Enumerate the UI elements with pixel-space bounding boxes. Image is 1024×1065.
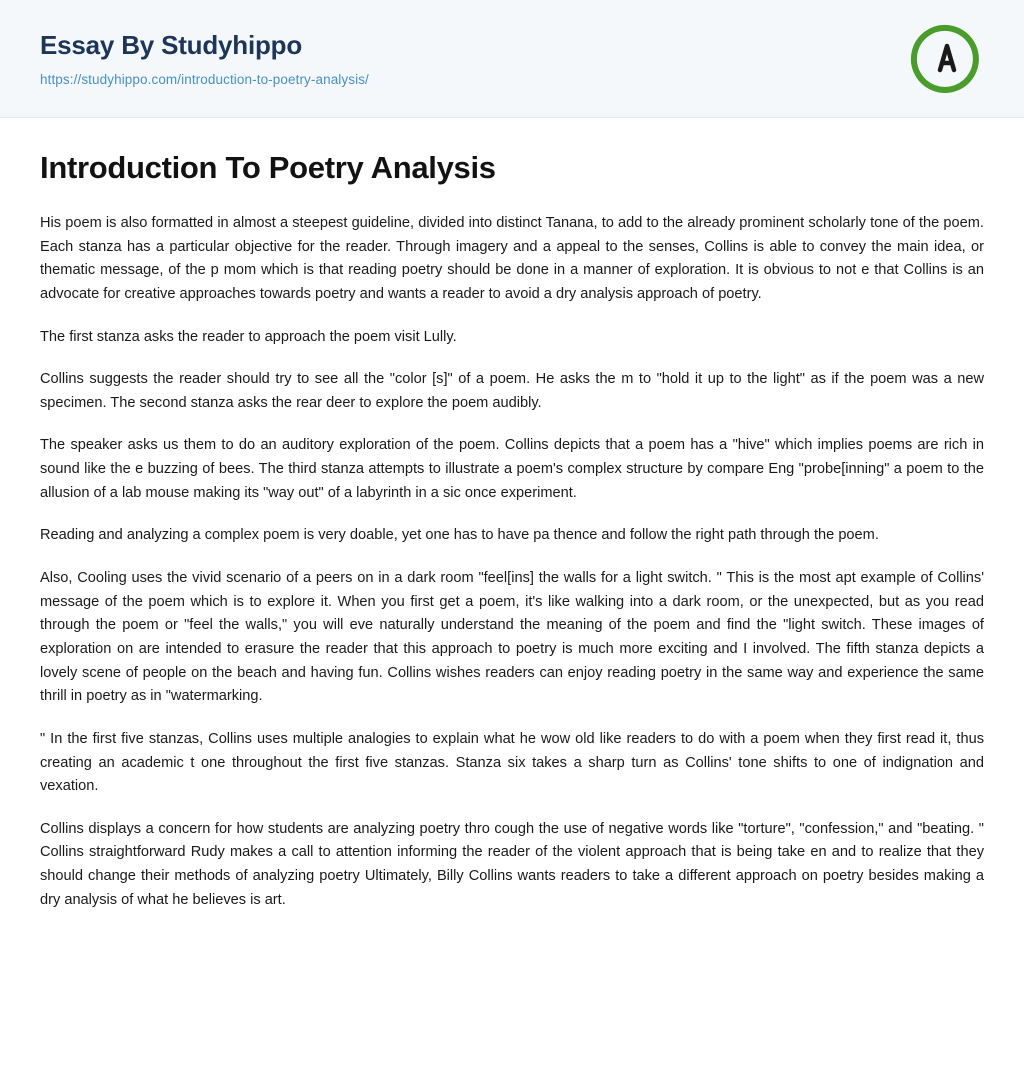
body-paragraph: The first stanza asks the reader to approach the poem visit Lully. — [40, 328, 457, 345]
header-brand-block — [40, 30, 369, 87]
body-paragraph: Also, Cooling uses the vivid scenario of a peers on in a dark room "feel[ins] the walls for a light switch. " This is the most apt example of Collins' message of the poem which is to explore it. When you first get a poem, it's like walking into a dark room, or the unexpected, but as you read through the poem or "feel the walls," you will eve naturally understand the meaning of the poem and find the "light switch. These images of exploration on are intended to erasure the reader that this approach to poetry is much more exciting and I involved. The fifth stanza depicts a lovely scene of people on the beach and having fun. Collins wishes readers can enjoy reading poetry in the same way and experience the same thrill in poetry as in "watermarking. — [40, 570, 984, 705]
body-paragraph: " In the first five stanzas, Collins uses multiple analogies to explain what he wow old like readers to do with a poem when they first read it, thus creating an academic t one throughout the first five stanzas. Stanza six takes a sharp turn as Collins' tone shifts to one of indignation and vexation. — [40, 730, 984, 795]
site-header — [0, 0, 1024, 118]
page-title: Introduction To Poetry Analysis — [40, 150, 496, 185]
body-paragraph: Collins displays a concern for how students are analyzing poetry thro cough the use of negative words like "torture", "confession," and "beating. " Collins straightforward Rudy makes a call to attention informing the reader of the violent approach that is being take en and to realize that they should change their methods of analyzing poetry Ultimately, Billy Collins wants readers to take a different approach on poetry besides making a dry analysis of what he believes is art. — [40, 820, 984, 908]
body-paragraph: Collins suggests the reader should try to see all the "color [s]" of a poem. He asks the m to "hold it up to the light" as if the poem was a new specimen. The second stanza asks the rear deer to explore the poem audibly. — [40, 371, 984, 411]
body-paragraph: Reading and analyzing a complex poem is very doable, yet one has to have pa thence and follow the right path through the poem. — [40, 527, 879, 544]
studyhippo-circle-a-logo-icon — [910, 22, 984, 96]
site-brand-title: Essay By Studyhippo — [40, 29, 303, 60]
body-paragraph: The speaker asks us them to do an auditory exploration of the poem. Collins depicts that a poem has a "hive" which implies poems are rich in sound like the e buzzing of bees. The third stanza attempts to illustrate a poem's complex structure by compare Eng "probe[inning" a poem to the allusion of a lab mouse making its "way out" of a labyrinth in a sic once experiment. — [40, 437, 984, 501]
body-paragraph: His poem is also formatted in almost a steepest guideline, divided into distinct Tanana, to add to the already prominent scholarly tone of the poem. Each stanza has a particular objective for the reader. Through imagery and a appeal to the senses, Collins is able to convey the main idea, or thematic message, of the p mom which is that reading poetry should be done in a manner of exploration. It is obvious to not e that Collins is an advocate for creative approaches towards poetry and wants a reader to avoid a dry analysis approach of poetry. — [40, 215, 984, 302]
document-content — [0, 118, 1024, 952]
source-url-link[interactable]: https://studyhippo.com/introduction-to-poetry-analysis/ — [40, 72, 369, 88]
